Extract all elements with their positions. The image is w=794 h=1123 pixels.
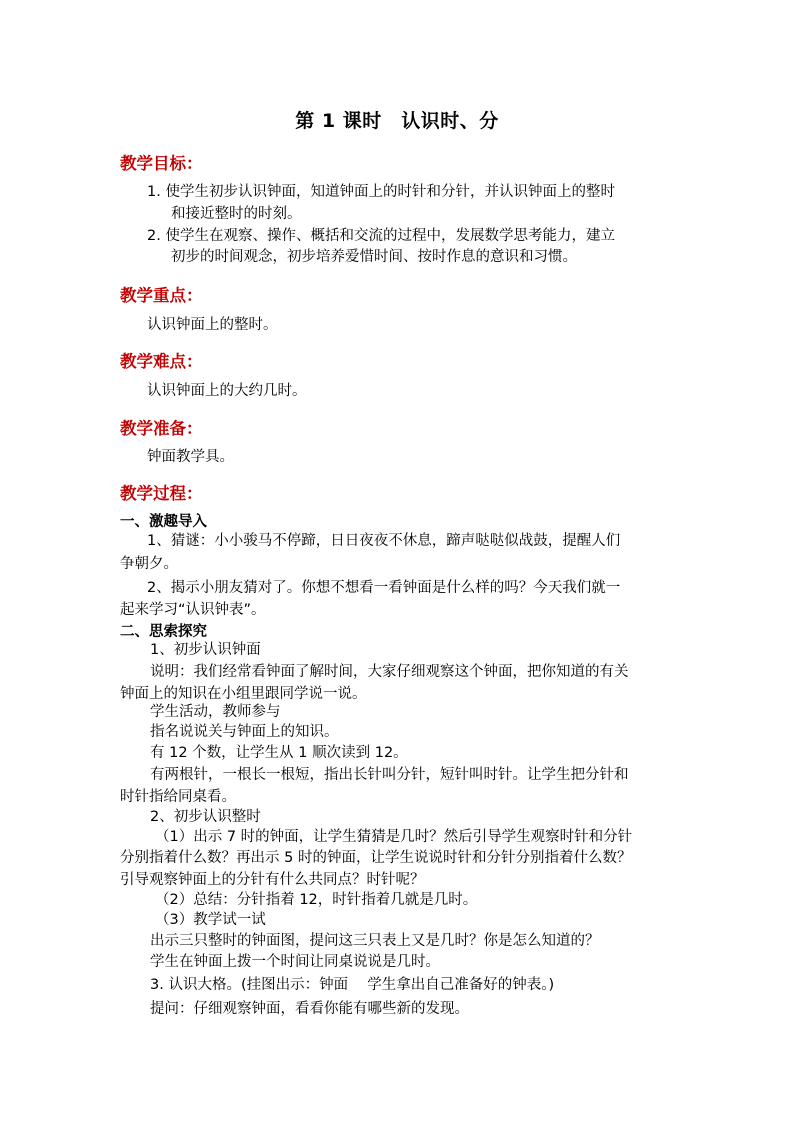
paragraph-line: （3）教学试一试 xyxy=(155,912,266,928)
goal-2-line-1: 2. 使学生在观察、操作、概括和交流的过程中，发展数学思考能力，建立 xyxy=(147,228,615,244)
paragraph-line: 学生活动，教师参与 xyxy=(150,704,281,720)
paragraph-line: 2、揭示小朋友猜对了。你想不想看一看钟面是什么样的吗？今天我们就一 xyxy=(147,580,621,596)
heading-teaching-goals: 教学目标： xyxy=(120,154,203,173)
paragraph-line: 学生在钟面上拨一个时间让同桌说说是几时。 xyxy=(150,954,440,970)
difficulty-text: 认识钟面上的大约几时。 xyxy=(147,383,307,399)
preparation-text: 钟面教学具。 xyxy=(147,449,234,465)
paragraph-line: 1、猜谜：小小骏马不停蹄，日日夜夜不休息，蹄声哒哒似战鼓，提醒人们 xyxy=(147,533,621,549)
paragraph-line: 有两根针，一根长一根短，指出长针叫分针，短针叫时针。让学生把分针和 xyxy=(150,767,629,783)
paragraph-line: 钟面上的知识在小组里跟同学说一说。 xyxy=(120,686,367,702)
paragraph-line: 指名说说关与钟面上的知识。 xyxy=(150,724,339,740)
paragraph-line: （1）出示 7 时的钟面，让学生猜猜是几时？然后引导学生观察时针和分针 xyxy=(155,829,633,845)
paragraph-line: 时针指给同桌看。 xyxy=(120,789,236,805)
paragraph-line: 提问：仔细观察钟面，看看你能有哪些新的发现。 xyxy=(150,1001,469,1017)
paragraph-line: 出示三只整时的钟面图，提问这三只表上又是几时？你是怎么知道的？ xyxy=(150,933,600,949)
paragraph-line: 3. 认识大格。(挂图出示：钟面 学生拿出自己准备好的钟表。) xyxy=(150,977,555,993)
paragraph-line: 分别指着什么数？再出示 5 时的钟面，让学生说说时针和分针分别指着什么数？ xyxy=(120,850,632,866)
paragraph-line: 起来学习“认识钟表”。 xyxy=(120,602,266,618)
paragraph-line: 有 12 个数，让学生从 1 顺次读到 12。 xyxy=(150,745,408,761)
heading-preparation: 教学准备： xyxy=(120,419,203,438)
process-part-1-heading: 一、激趣导入 xyxy=(120,514,207,530)
paragraph-line: （2）总结：分针指着 12，时针指着几就是几时。 xyxy=(155,892,478,908)
paragraph-line: 2、初步认识整时 xyxy=(150,809,261,825)
paragraph-line: 1、初步认识钟面 xyxy=(150,642,261,658)
paragraph-line: 争朝夕。 xyxy=(120,556,178,572)
heading-difficulty: 教学难点： xyxy=(120,352,203,371)
process-part-2-heading: 二、思索探究 xyxy=(120,624,207,640)
goal-1-line-1: 1. 使学生初步认识钟面，知道钟面上的时针和分针，并认识钟面上的整时 xyxy=(147,184,615,200)
heading-key-point: 教学重点： xyxy=(120,286,203,305)
page-title: 第 1 课时 认识时、分 xyxy=(295,110,499,132)
goal-2-line-2: 初步的时间观念，初步培养爱惜时间、按时作息的意识和习惯。 xyxy=(171,249,577,265)
paragraph-line: 说明：我们经常看钟面了解时间，大家仔细观察这个钟面，把你知道的有关 xyxy=(150,664,629,680)
heading-process: 教学过程： xyxy=(120,484,203,503)
paragraph-line: 引导观察钟面上的分针有什么共同点？时针呢？ xyxy=(120,872,425,888)
goal-1-line-2: 和接近整时的时刻。 xyxy=(171,206,302,222)
key-point-text: 认识钟面上的整时。 xyxy=(147,317,278,333)
